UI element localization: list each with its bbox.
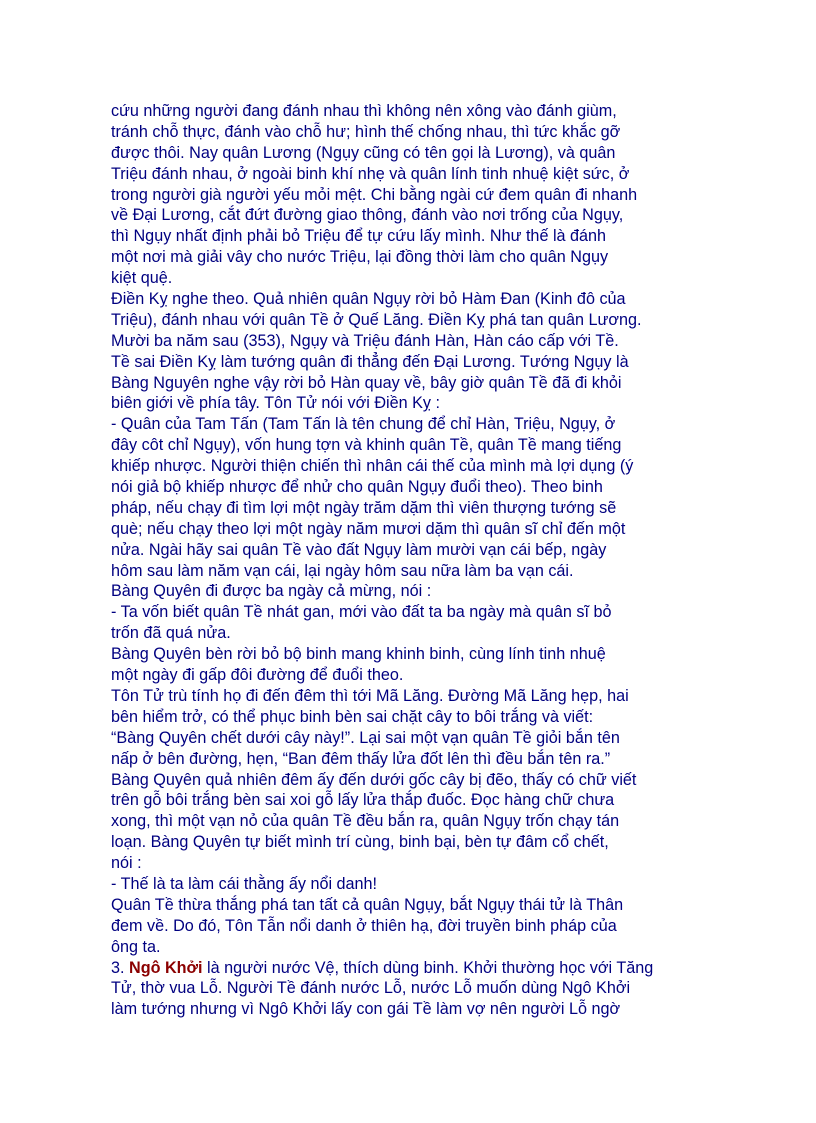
section-text: là người nước Vệ, thích dùng binh. Khởi thường học với Tăng: [202, 958, 654, 977]
text-line: bên hiểm trở, có thể phục binh bèn sai chặt cây to bôi trắng và viết:: [111, 707, 594, 726]
text-line: - Thế là ta làm cái thằng ấy nổi danh!: [111, 874, 378, 893]
text-line: loạn. Bàng Quyên tự biết mình trí cùng, binh bại, bèn tự đâm cổ chết,: [111, 833, 609, 852]
text-line: đem về. Do đó, Tôn Tẫn nổi danh ở thiên hạ, đời truyền binh pháp của: [111, 916, 617, 935]
section-heading-line: [111, 958, 711, 979]
text-line: một ngày đi gấp đôi đường để đuổi theo.: [111, 666, 404, 685]
text-line: - Ta vốn biết quân Tề nhát gan, mới vào đất ta ba ngày mà quân sĩ bỏ: [111, 603, 612, 622]
text-line: về Đại Lương, cắt đứt đường giao thông, đánh vào nơi trống của Ngụy,: [111, 206, 624, 225]
text-line: Tôn Tử trù tính họ đi đến đêm thì tới Mã Lăng. Đường Mã Lăng hẹp, hai: [111, 686, 629, 705]
text-line: Tử, thờ vua Lỗ. Người Tề đánh nước Lỗ, nước Lỗ muốn dùng Ngô Khởi: [111, 979, 631, 998]
text-line: Bàng Quyên bèn rời bỏ bộ binh mang khinh binh, cùng lính tinh nhuệ: [111, 645, 606, 664]
text-line: đây côt chỉ Ngụy), vốn hung tợn và khinh quân Tề, quân Tề mang tiếng: [111, 436, 622, 455]
text-line: trong người già người yếu mỏi mệt. Chi bằng ngài cứ đem quân đi nhanh: [111, 185, 638, 204]
highlighted-name: Ngô Khởi: [129, 958, 203, 977]
text-line: nửa. Ngài hãy sai quân Tề vào đất Ngụy làm mười vạn cái bếp, ngày: [111, 540, 607, 559]
text-line: Triệu), đánh nhau với quân Tề ở Quế Lăng. Điền Kỵ phá tan quân Lương.: [111, 310, 642, 329]
text-line: nấp ở bên đường, hẹn, “Ban đêm thấy lửa đốt lên thì đều bắn tên ra.”: [111, 749, 611, 768]
text-line: hôm sau làm năm vạn cái, lại ngày hôm sau nữa làm ba vạn cái.: [111, 561, 574, 580]
text-line: Bàng Quyên đi được ba ngày cả mừng, nói :: [111, 582, 432, 601]
section-number: 3.: [111, 958, 129, 977]
text-line: “Bàng Quyên chết dưới cây này!”. Lại sai một vạn quân Tề giỏi bắn tên: [111, 728, 620, 747]
text-line: được thôi. Nay quân Lương (Ngụy cũng có tên gọi là Lương), và quân: [111, 143, 616, 162]
text-line: một nơi mà giải vây cho nước Triệu, lại đồng thời làm cho quân Ngụy: [111, 248, 609, 267]
text-line: nói :: [111, 854, 142, 873]
text-line: khiếp nhược. Người thiện chiến thì nhân cái thế của mình mà lợi dụng (ý: [111, 457, 634, 476]
text-line: cứu những người đang đánh nhau thì không nên xông vào đánh giùm,: [111, 102, 617, 120]
text-line: trốn đã quá nửa.: [111, 624, 231, 643]
text-line: Bàng Nguyên nghe vậy rời bỏ Hàn quay về, bây giờ quân Tề đã đi khỏi: [111, 373, 622, 392]
text-line: Điền Kỵ nghe theo. Quả nhiên quân Ngụy rời bỏ Hàm Đan (Kinh đô của: [111, 290, 626, 309]
text-line: ông ta.: [111, 937, 161, 956]
text-line: trên gỗ bôi trắng bèn sai xoi gỗ lấy lửa thắp đuốc. Đọc hàng chữ chưa: [111, 791, 615, 810]
text-line: biên giới về phía tây. Tôn Tử nói với Điền Kỵ :: [111, 394, 440, 413]
text-line: Triệu đánh nhau, ở ngoài binh khí nhẹ và quân lính tinh nhuệ kiệt sức, ở: [111, 164, 630, 183]
text-line: què; nếu chạy theo lợi một ngày năm mươi dặm thì quân sĩ chỉ đến một: [111, 519, 626, 538]
text-line: Tề sai Điền Kỵ làm tướng quân đi thẳng đến Đại Lương. Tướng Ngụy là: [111, 352, 629, 371]
text-line: Quân Tề thừa thắng phá tan tất cả quân Ngụy, bắt Ngụy thái tử là Thân: [111, 895, 624, 914]
text-line: làm tướng nhưng vì Ngô Khởi lấy con gái Tề làm vợ nên người Lỗ ngờ: [111, 1000, 621, 1019]
text-line: - Quân của Tam Tấn (Tam Tấn là tên chung để chỉ Hàn, Triệu, Ngụy, ở: [111, 415, 616, 434]
text-line: nói giả bộ khiếp nhược để nhử cho quân Ngụy đuổi theo). Theo binh: [111, 478, 603, 497]
text-line: Mười ba năm sau (353), Ngụy và Triệu đánh Hàn, Hàn cáo cấp với Tề.: [111, 331, 619, 350]
text-line: Bàng Quyên quả nhiên đêm ấy đến dưới gốc cây bị đẽo, thấy có chữ viết: [111, 770, 637, 789]
text-line: tránh chỗ thực, đánh vào chỗ hư; hình thế chống nhau, thì tức khắc gỡ: [111, 122, 621, 141]
text-line: pháp, nếu chạy đi tìm lợi một ngày trăm dặm thì viên thượng tướng sẽ: [111, 498, 617, 517]
document-body: [111, 101, 711, 1020]
text-line: xong, thì một vạn nỏ của quân Tề đều bắn ra, quân Ngụy trốn chạy tán: [111, 812, 620, 831]
text-line: thì Ngụy nhất định phải bỏ Triệu để tự cứu lấy mình. Như thế là đánh: [111, 227, 607, 246]
text-line: kiệt quệ.: [111, 269, 173, 288]
